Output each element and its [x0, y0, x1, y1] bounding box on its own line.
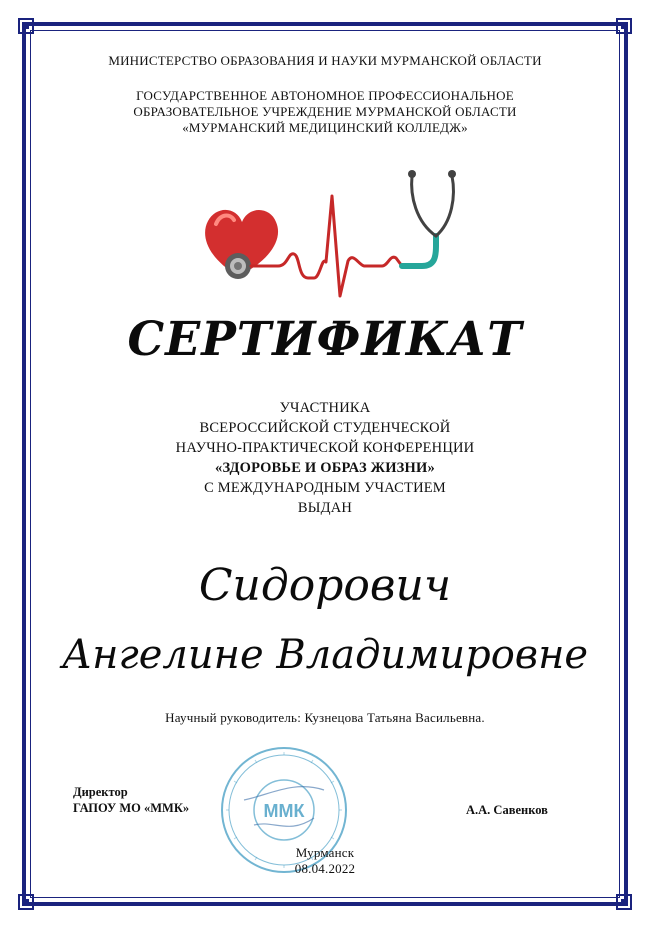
date: 08.04.2022: [294, 861, 356, 876]
college-line: «МУРМАНСКИЙ МЕДИЦИНСКИЙ КОЛЛЕДЖ»: [182, 120, 468, 135]
corner-ornament-top-right: [616, 18, 632, 34]
recipient-surname: Сидорович: [198, 560, 452, 611]
conference-line: УЧАСТНИКА: [279, 400, 371, 416]
corner-ornament-bottom-right: [616, 894, 632, 910]
director-block: [73, 784, 189, 816]
corner-ornament-bottom-left: [18, 894, 34, 910]
supervisor-info: [0, 710, 650, 726]
college-line: ОБРАЗОВАТЕЛЬНОЕ УЧРЕЖДЕНИЕ МУРМАНСКОЙ ОБЛАСТИ: [133, 104, 517, 119]
conference-line: С МЕЖДУНАРОДНЫМ УЧАСТИЕМ: [204, 480, 446, 496]
stethoscope-icon: [402, 170, 456, 266]
recipient-given-name: Ангелине Владимировне: [61, 632, 589, 678]
stamp-text: ММК: [263, 801, 305, 821]
conference-line: ВЫДАН: [297, 500, 353, 516]
conference-line: НАУЧНО-ПРАКТИЧЕСКОЙ КОНФЕРЕНЦИИ: [175, 440, 475, 456]
place-date-block: [0, 845, 650, 877]
stethoscope-chestpiece-icon: [225, 253, 251, 279]
supervisor-text: Научный руководитель: Кузнецова Татьяна Васильевна.: [165, 710, 485, 725]
ministry-header: [0, 53, 650, 69]
certificate-title: СЕРТИФИКАТ: [127, 312, 523, 367]
college-header: [0, 88, 650, 136]
medical-illustration: [198, 166, 458, 306]
ministry-name: МИНИСТЕРСТВО ОБРАЗОВАНИЯ И НАУКИ МУРМАНСКОЙ ОБЛАСТИ: [108, 53, 542, 68]
conference-info: [0, 398, 650, 518]
conference-line: ВСЕРОССИЙСКОЙ СТУДЕНЧЕСКОЙ: [199, 420, 451, 436]
corner-ornament-top-left: [18, 18, 34, 34]
college-line: ГОСУДАРСТВЕННОЕ АВТОНОМНОЕ ПРОФЕССИОНАЛЬНОЕ: [136, 88, 514, 103]
conference-name: «ЗДОРОВЬЕ И ОБРАЗ ЖИЗНИ»: [215, 460, 435, 476]
signatory-name: А.А. Савенков: [466, 803, 548, 817]
director-title: Директор: [73, 785, 128, 799]
place: Мурманск: [295, 845, 355, 860]
director-organization: ГАПОУ МО «ММК»: [73, 801, 190, 815]
